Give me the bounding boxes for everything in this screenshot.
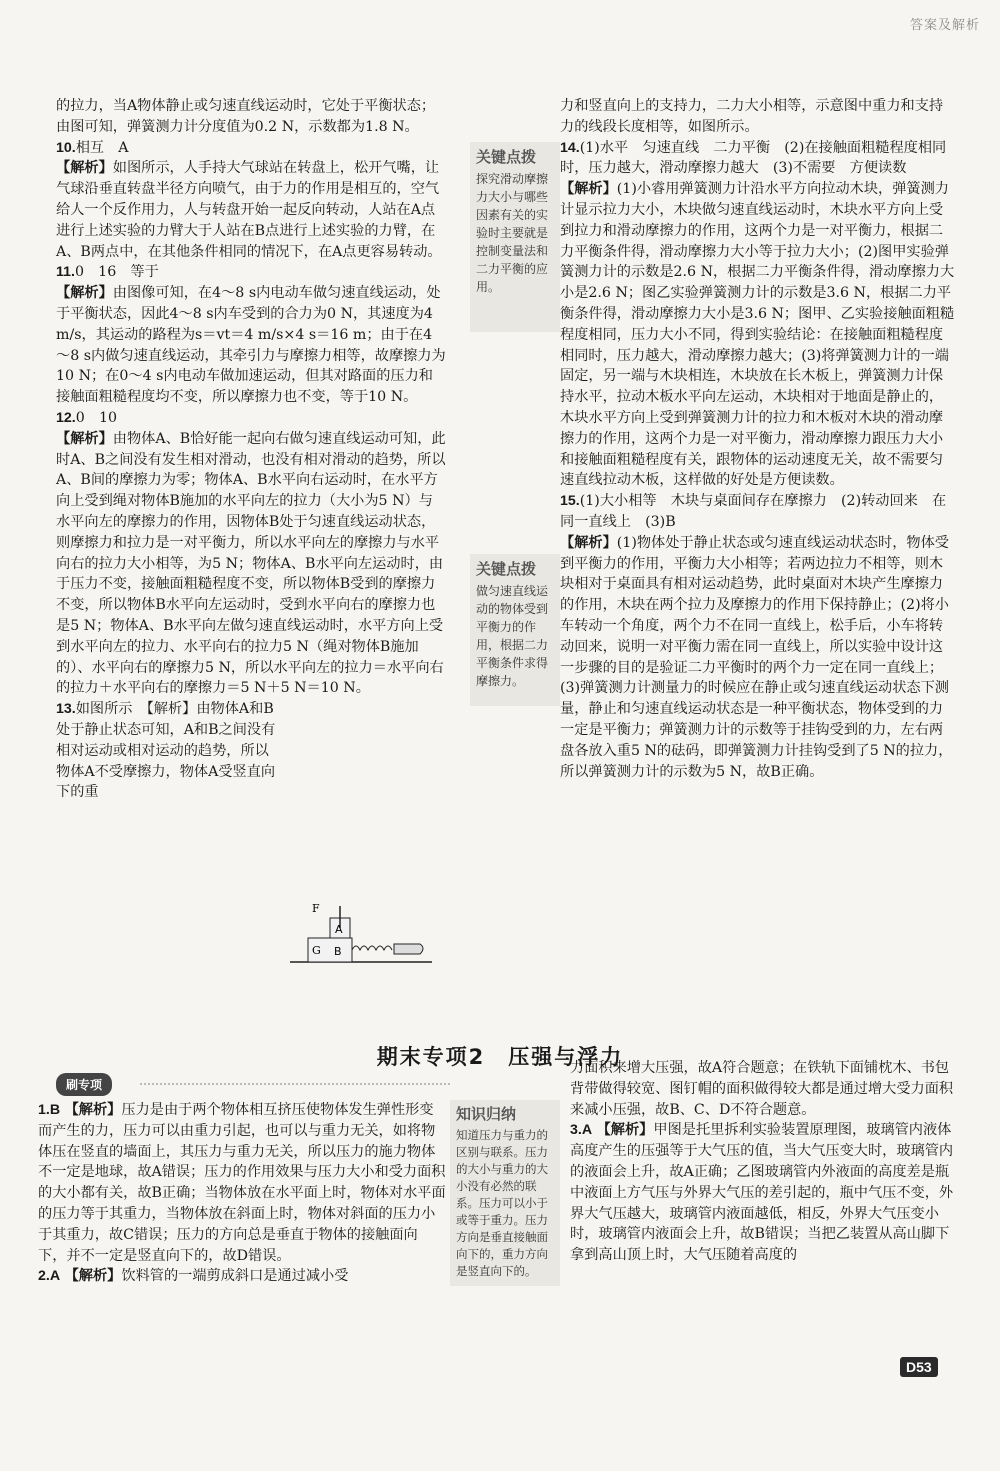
answer-12: 12.0 10 [56,409,118,426]
section-title: 期末专项2 压强与浮力 [376,1045,624,1069]
answer-3: 3.A 【解析】甲图是托里拆利实验装置原理图，玻璃管内液体高度产生的压强等于大气压的值，当大气压变大时，玻璃管内的液面会上升，故A正确；乙图玻璃管内外液面的高度差是瓶中液面上方气压与外界大气压的差引起的，瓶中气压不变，外界大气压越大，玻璃管内液面越低，相反，外界大气压变小时，玻璃管内液面会上升，故B错误；当把乙装置从高山脚下拿到高山顶上时，大气压随着高度的 [570,1122,954,1264]
analysis-15: 【解析】(1)物体处于静止状态或匀速直线运动状态时，物体受到平衡力的作用，平衡力大小相等；若两边拉力不相等，则木块相对于桌面具有相对运动趋势，此时桌面对木块产生摩擦力的作用，木块在两个拉力及摩擦力的作用下保持静止；(2)将小车转动一个角度，两个力不在同一直线上，松手后，小车将转动回来，说明一对平衡力需在同一直线上，所以实验中设计这一步骤的目的是验证二力平衡时的两个力一定在同一直线上；(3)弹簧测力计测量力的时候应在静止或匀速直线运动状态下测量，静止和匀速直线运动状态是一种平衡状态，物体受到的力一定是平衡力；弹簧测力计的示数等于挂钩受到的力，左右两盘各放入重5 N的砝码，即弹簧测力计挂钩受到了5 N的拉力，所以弹簧测力计的示数为5 N，故B正确。 [560,534,953,780]
force-diagram-figure [282,900,442,972]
knowledge-note: 知识归纳 知道压力与重力的区别与联系。压力的大小与重力的大小没有必然的联系。压力可以小于或等于重力。压力方向是垂直接触面向下的，重力方向是竖直向下的。 [450,1100,560,1286]
paragraph: 的拉力，当A物体静止或匀速直线运动时，它处于平衡状态；由图可知，弹簧测力计分度值为0.2 N，示数都为1.8 N。 [56,98,436,135]
gravity-label: G [312,944,321,957]
page-number: D53 [900,1357,938,1377]
analysis-10: 【解析】如图所示，人手持大气球站在转盘上，松开气嘴，让气球沿垂直转盘半径方向喷气，由于力的作用是相互的，空气给人一个反作用力，人与转盘开始一起反向转动，人站在A点进行上述实验的力臂大于人站在B点进行上述实验的力臂，在A、B两点中，在其他条件相同的情况下，在A点更容易转动。 [56,160,442,260]
block-b-label: B [334,945,342,958]
divider [140,1083,450,1085]
answer-11: 11.0 16 等于 [56,264,159,281]
force-label: F [312,902,320,915]
practice-badge: 刷专项 [56,1073,112,1096]
side-notes-2 [450,1100,560,1286]
answer-13: 13.如图所示 【解析】由物体A和B处于静止状态可知，A和B之间没有相对运动或相对运动的趋势，所以物体A不受摩擦力，物体A受竖直向下的重 [56,701,276,801]
analysis-14: 【解析】(1)小睿用弹簧测力计沿水平方向拉动木块，弹簧测力计显示拉力大小，木块做匀速直线运动时，木块水平方向上受到拉力和滑动摩擦力的作用，这两个力是一对平衡力，根据二力平衡条件得，滑动摩擦力大小等于拉力大小；(2)图甲实验弹簧测力计的示数是2.6 N，根据二力平衡条件得，滑动摩擦力大小是2.6 N；图乙实验弹簧测力计的示数是3.6 N，根据二力平衡条件得，滑动摩擦力大小是3.6 N；图甲、乙实验接触面粗糙程度相同，压力大小不同，得到实验结论：在接触面粗糙程度相同时，压力越大，滑动摩擦力越大；(3)将弹簧测力计的一端固定，另一端与木块相连，木块放在长木板上，弹簧测力计保持水平，拉动木板水平向左运动，木块相对于地面是静止的，木块水平方向上受到弹簧测力计的拉力和木板对木块的滑动摩擦力的作用，这两个力是一对平衡力，滑动摩擦力跟压力大小和接触面粗糙程度有关，跟物体的运动速度无关，故不需要匀速直线拉动木板，这样做的好处是方便读数。 [560,181,955,489]
answer-15: 15.(1)大小相等 木块与桌面间存在摩擦力 (2)转动回来 在同一直线上 (3)B [560,493,947,530]
answer-14: 14.(1)水平 匀速直线 二力平衡 (2)在接触面粗糙程度相同时，压力越大，滑动摩擦力越大 (3)不需要 方便读数 [560,139,947,177]
right-column-2 [570,1058,958,1266]
key-point-note: 关键点拨 探究滑动摩擦力大小与哪些因素有关的实验时主要就是控制变量法和二力平衡的应用。 [470,142,560,332]
key-point-note: 关键点拨 做匀速直线运动的物体受到平衡力的作用，根据二力平衡条件求得摩擦力。 [470,554,560,706]
answer-1: 1.B 【解析】压力是由于两个物体相互挤压使物体发生弹性形变而产生的力，压力可以由重力引起，也可以与重力无关，如将物体压在竖直的墙面上，其压力与重力无关，所以压力的施力物体不一定是地球，故A错误；压力的作用效果与压力大小和受力面积的大小都有关，故B正确；当物体放在水平面上时，物体对水平面的压力等于其重力，当物体放在斜面上时，物体对斜面的压力小于其重力，故C错误；压力的方向总是垂直于物体的接触面向下，并不一定是竖直向下的，故D错误。 [38,1102,446,1264]
block-a-label: A [335,923,343,936]
analysis-11: 【解析】由图像可知，在4～8 s内电动车做匀速直线运动，处于平衡状态，因此4～8 s内车受到的合力为0 N，其速度为4 m/s，其运动的路程为s＝vt＝4 m/s×4 s＝16 m；由于在4～8 s内做匀速直线运动，其牵引力与摩擦力相等，故摩擦力为10 N；在0～4 s内电动车做加速运动，但其对路面的压力和接触面粗糙程度均不变，所以摩擦力也不变，等于10 N。 [56,285,446,406]
answer-10: 10.相互 A [56,139,129,156]
right-column [560,96,955,782]
answer-2: 2.A 【解析】饮料管的一端剪成斜口是通过减小受 [38,1268,349,1285]
analysis-12: 【解析】由物体A、B恰好能一起向右做匀速直线运动可知，此时A、B之间没有发生相对滑动，也没有相对滑动的趋势，所以A、B间的摩擦力为零；物体A、B水平向右运动时，在水平方向上受到绳对物体B施加的水平向左的拉力（大小为5 N）与水平向左的摩擦力的作用，因物体B处于匀速直线运动状态，则摩擦力和拉力是一对平衡力，所以水平向左的摩擦力与水平向右的拉力大小相等，为5 N；物体A、B水平向左运动时，由于压力不变，接触面粗糙程度不变，所以物体B受到的摩擦力不变，所以物体B水平向左运动时，受到水平向右的摩擦力也是5 N；物体A、B水平向左做匀速直线运动时，水平方向上受到水平向左的拉力、水平向右的拉力5 N（绳对物体B施加的）、水平向右的摩擦力5 N，所以水平向左的拉力＝水平向右的拉力＋水平向右的摩擦力＝5 N＋5 N＝10 N。 [56,430,446,697]
page-header: 答案及解析 [909,18,980,33]
paragraph: 力和竖直向上的支持力，二力大小相等，示意图中重力和支持力的线段长度相等，如图所示。 [560,98,944,135]
paragraph: 力面积来增大压强，故A符合题意；在铁轨下面铺枕木、书包背带做得较宽、图钉帽的面积做得较大都是通过增大受力面积来减小压强，故B、C、D不符合题意。 [570,1060,954,1118]
left-column [56,96,446,803]
side-notes [470,142,560,706]
left-column-2 [38,1100,446,1287]
